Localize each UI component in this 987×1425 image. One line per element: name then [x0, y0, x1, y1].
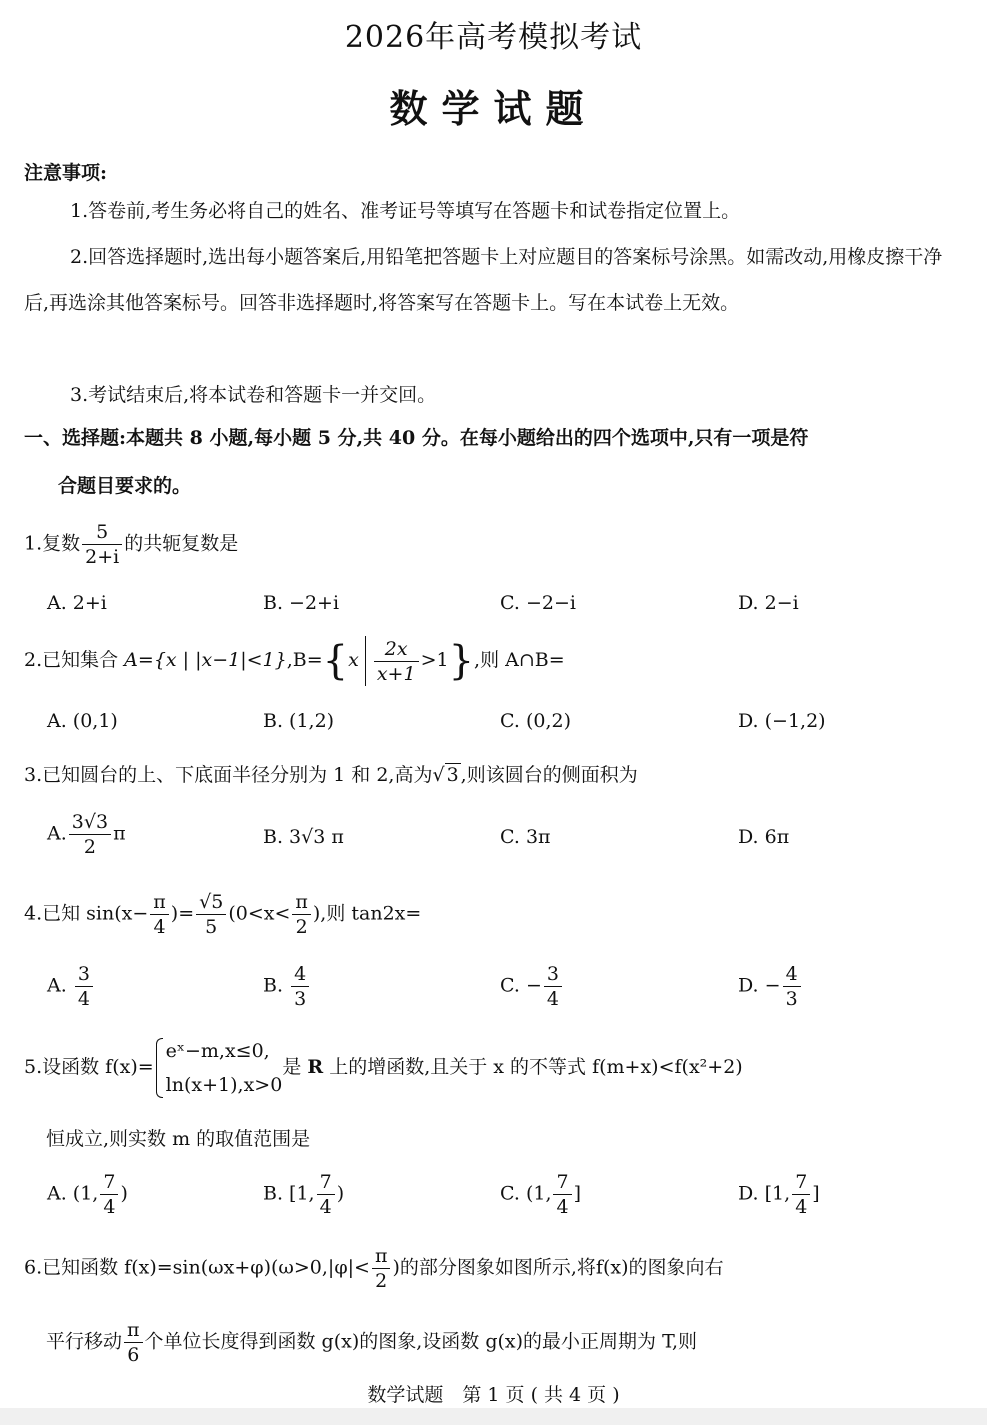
option-fraction — [544, 962, 562, 1011]
q2-option-c: C. (0,2) — [500, 710, 571, 732]
q2-option-d: D. (−1,2) — [738, 710, 826, 732]
option-sign: − — [764, 974, 781, 997]
q5-option-a — [47, 1170, 128, 1219]
option-fraction — [792, 1170, 810, 1219]
option-fraction — [291, 962, 309, 1011]
option-close: ] — [573, 1182, 581, 1205]
fraction-numerator: √5 — [196, 890, 226, 915]
question-1-fraction — [82, 520, 122, 569]
q4-option-b — [263, 962, 311, 1011]
option-fraction — [69, 810, 111, 859]
note-item-2: 2.回答选择题时,选出每小题答案后,用铅笔把答题卡上对应题目的答案标号涂黑。如需改动,用橡皮擦干净后,再选涂其他答案标号。回答非选择题时,将答案写在答题卡上。写在本试卷上无效。 — [24, 246, 943, 314]
q4-option-a — [47, 962, 95, 1011]
question-2-mid: ,B= — [286, 649, 323, 671]
option-label: C. — [500, 974, 520, 997]
q4-option-c — [500, 962, 564, 1011]
q3-option-d: D. 6π — [738, 826, 790, 848]
fraction-denominator: 4 — [319, 1196, 332, 1218]
q2-option-b: B. (1,2) — [263, 710, 335, 732]
question-6-line2-suffix: 个单位长度得到函数 g(x)的图象,设函数 g(x)的最小正周期为 T,则 — [144, 1330, 698, 1353]
pi-over-6 — [124, 1318, 143, 1367]
set-b-relation: >1 — [420, 649, 449, 671]
fraction-numerator: 7 — [100, 1170, 118, 1195]
fraction-denominator: 2 — [83, 836, 96, 858]
fraction-numerator: 7 — [792, 1170, 810, 1195]
set-bar — [365, 636, 366, 686]
option-fraction — [100, 1170, 118, 1219]
question-2 — [24, 636, 969, 686]
fraction-denominator: 5 — [205, 916, 218, 938]
question-4-mid: )= — [170, 902, 195, 925]
question-4-suffix: ),则 tan2x= — [312, 902, 422, 925]
question-1 — [24, 520, 969, 569]
q1-option-b: B. −2+i — [263, 592, 340, 614]
fraction-numerator: 4 — [291, 962, 309, 987]
note-item-3: 3.考试结束后,将本试卷和答题卡一并交回。 — [70, 384, 437, 406]
section-one-heading — [24, 414, 969, 510]
q3-option-b: B. 3√3 π — [263, 826, 344, 848]
bottom-band — [0, 1408, 987, 1425]
option-label: A. — [47, 822, 67, 845]
section-one-line1: 一、选择题:本题共 8 小题,每小题 5 分,共 40 分。在每小题给出的四个选项中,只有一项是符 — [24, 427, 809, 449]
fraction-denominator: 4 — [556, 1196, 569, 1218]
question-4-condition: (0<x< — [228, 902, 291, 925]
question-4 — [24, 890, 969, 939]
question-6-line2 — [24, 1318, 987, 1367]
q3-option-a — [47, 810, 126, 859]
question-5 — [24, 1034, 969, 1102]
set-b-fraction — [374, 637, 419, 686]
fraction-numerator: π — [292, 890, 311, 915]
fraction-denominator: 4 — [103, 1196, 116, 1218]
question-6-suffix: )的部分图象如图所示,将f(x)的图象向右 — [392, 1256, 724, 1279]
option-close: ) — [336, 1182, 345, 1205]
q1-option-d: D. 2−i — [738, 592, 799, 614]
real-numbers-symbol: R — [307, 1056, 324, 1078]
fraction-numerator: 7 — [553, 1170, 571, 1195]
sqrt-value: 3 — [446, 764, 459, 786]
fraction-denominator: x+1 — [376, 662, 416, 685]
option-label: D. — [738, 974, 759, 997]
fraction-denominator: 3 — [294, 988, 307, 1010]
fraction-denominator: 3 — [785, 988, 798, 1010]
fraction-denominator: 4 — [153, 916, 166, 938]
fraction-numerator: 2x — [374, 637, 419, 662]
fraction-numerator: π — [150, 890, 169, 915]
subject-title: 数学试题 — [389, 86, 598, 131]
question-5-prefix: 5.设函数 f(x)= — [24, 1056, 154, 1078]
fraction-numerator: 7 — [317, 1170, 335, 1195]
q4-option-d — [738, 962, 803, 1011]
question-5-suffix-a: 是 — [282, 1056, 308, 1078]
question-3: 3.已知圆台的上、下底面半径分别为 1 和 2,高为√ 3 ,则该圆台的侧面积为 — [24, 764, 638, 786]
q5-option-d — [738, 1170, 820, 1219]
option-suffix: π — [113, 822, 126, 845]
option-fraction — [317, 1170, 335, 1219]
question-2-prefix: 2.已知集合 — [24, 649, 125, 671]
fraction-denominator: 2 — [295, 916, 308, 938]
fraction-numerator: 4 — [783, 962, 801, 987]
set-a: A={x | |x−1|<1} — [124, 649, 287, 671]
q5-option-b — [263, 1170, 344, 1219]
exam-title: 2026年高考模拟考试 — [344, 20, 643, 55]
fraction-denominator: 4 — [795, 1196, 808, 1218]
question-6-line2-prefix: 平行移动 — [46, 1330, 123, 1353]
question-6 — [24, 1244, 969, 1293]
fraction-numerator: π — [372, 1244, 391, 1269]
option-fraction — [553, 1170, 571, 1219]
right-brace: } — [448, 638, 475, 684]
option-label: A. — [47, 974, 67, 997]
piecewise-case-1: eˣ−m,x≤0, — [165, 1040, 270, 1062]
question-3-suffix: ,则该圆台的侧面积为 — [460, 764, 638, 786]
fraction-denominator: 4 — [546, 988, 559, 1010]
page-footer: 数学试题 第 1 页 ( 共 4 页 ) — [367, 1384, 620, 1406]
fraction-numerator: π — [124, 1318, 143, 1343]
q1-option-a: A. 2+i — [47, 592, 107, 614]
pi-over-2 — [372, 1244, 391, 1293]
option-label: C. (1, — [500, 1182, 552, 1205]
q3-option-c: C. 3π — [500, 826, 551, 848]
option-label: B. — [263, 974, 284, 997]
question-2-suffix: ,则 A∩B= — [474, 649, 565, 671]
left-brace: { — [322, 638, 349, 684]
question-1-suffix: 的共轭复数是 — [124, 532, 239, 555]
q5-option-c — [500, 1170, 581, 1219]
question-4-prefix: 4.已知 sin(x− — [24, 902, 149, 925]
fraction-denominator: 4 — [77, 988, 90, 1010]
fraction-numerator: 5 — [82, 520, 122, 545]
option-label: A. (1, — [47, 1182, 99, 1205]
question-3-text: 3.已知圆台的上、下底面半径分别为 1 和 2,高为 — [24, 764, 433, 786]
option-label: D. [1, — [738, 1182, 791, 1205]
note-item-1: 1.答卷前,考生务必将自己的姓名、准考证号等填写在答题卡和试卷指定位置上。 — [70, 200, 741, 222]
piecewise-case-2: ln(x+1),x>0 — [165, 1074, 283, 1096]
fraction-numerator: 3 — [544, 962, 562, 987]
fraction-denominator: 6 — [127, 1344, 140, 1366]
fraction-numerator: 3√3 — [69, 810, 111, 835]
fraction-denominator: 2 — [375, 1270, 388, 1292]
option-label: B. [1, — [263, 1182, 315, 1205]
q2-option-a: A. (0,1) — [47, 710, 118, 732]
option-close: ] — [812, 1182, 820, 1205]
question-6-prefix: 6.已知函数 f(x)=sin(ωx+φ)(ω>0,|φ|< — [24, 1256, 370, 1279]
option-fraction — [75, 962, 93, 1011]
option-close: ) — [120, 1182, 128, 1205]
rhs-fraction — [196, 890, 226, 939]
question-5-line2: 恒成立,则实数 m 的取值范围是 — [46, 1128, 311, 1150]
pi-over-2 — [292, 890, 311, 939]
fraction-numerator: 3 — [75, 962, 93, 987]
option-fraction — [783, 962, 801, 1011]
pi-over-4 — [150, 890, 169, 939]
section-one-line2: 合题目要求的。 — [58, 475, 192, 497]
fraction-denominator: 2+i — [85, 546, 120, 568]
set-b-variable: x — [348, 649, 359, 671]
notes-heading: 注意事项: — [24, 162, 108, 184]
question-5-suffix-b: 上的增函数,且关于 x 的不等式 f(m+x)<f(x²+2) — [323, 1056, 743, 1078]
q1-option-c: C. −2−i — [500, 592, 576, 614]
question-1-prefix: 1.复数 — [24, 532, 81, 555]
option-sign: − — [525, 974, 542, 997]
piecewise-function — [154, 1034, 283, 1102]
